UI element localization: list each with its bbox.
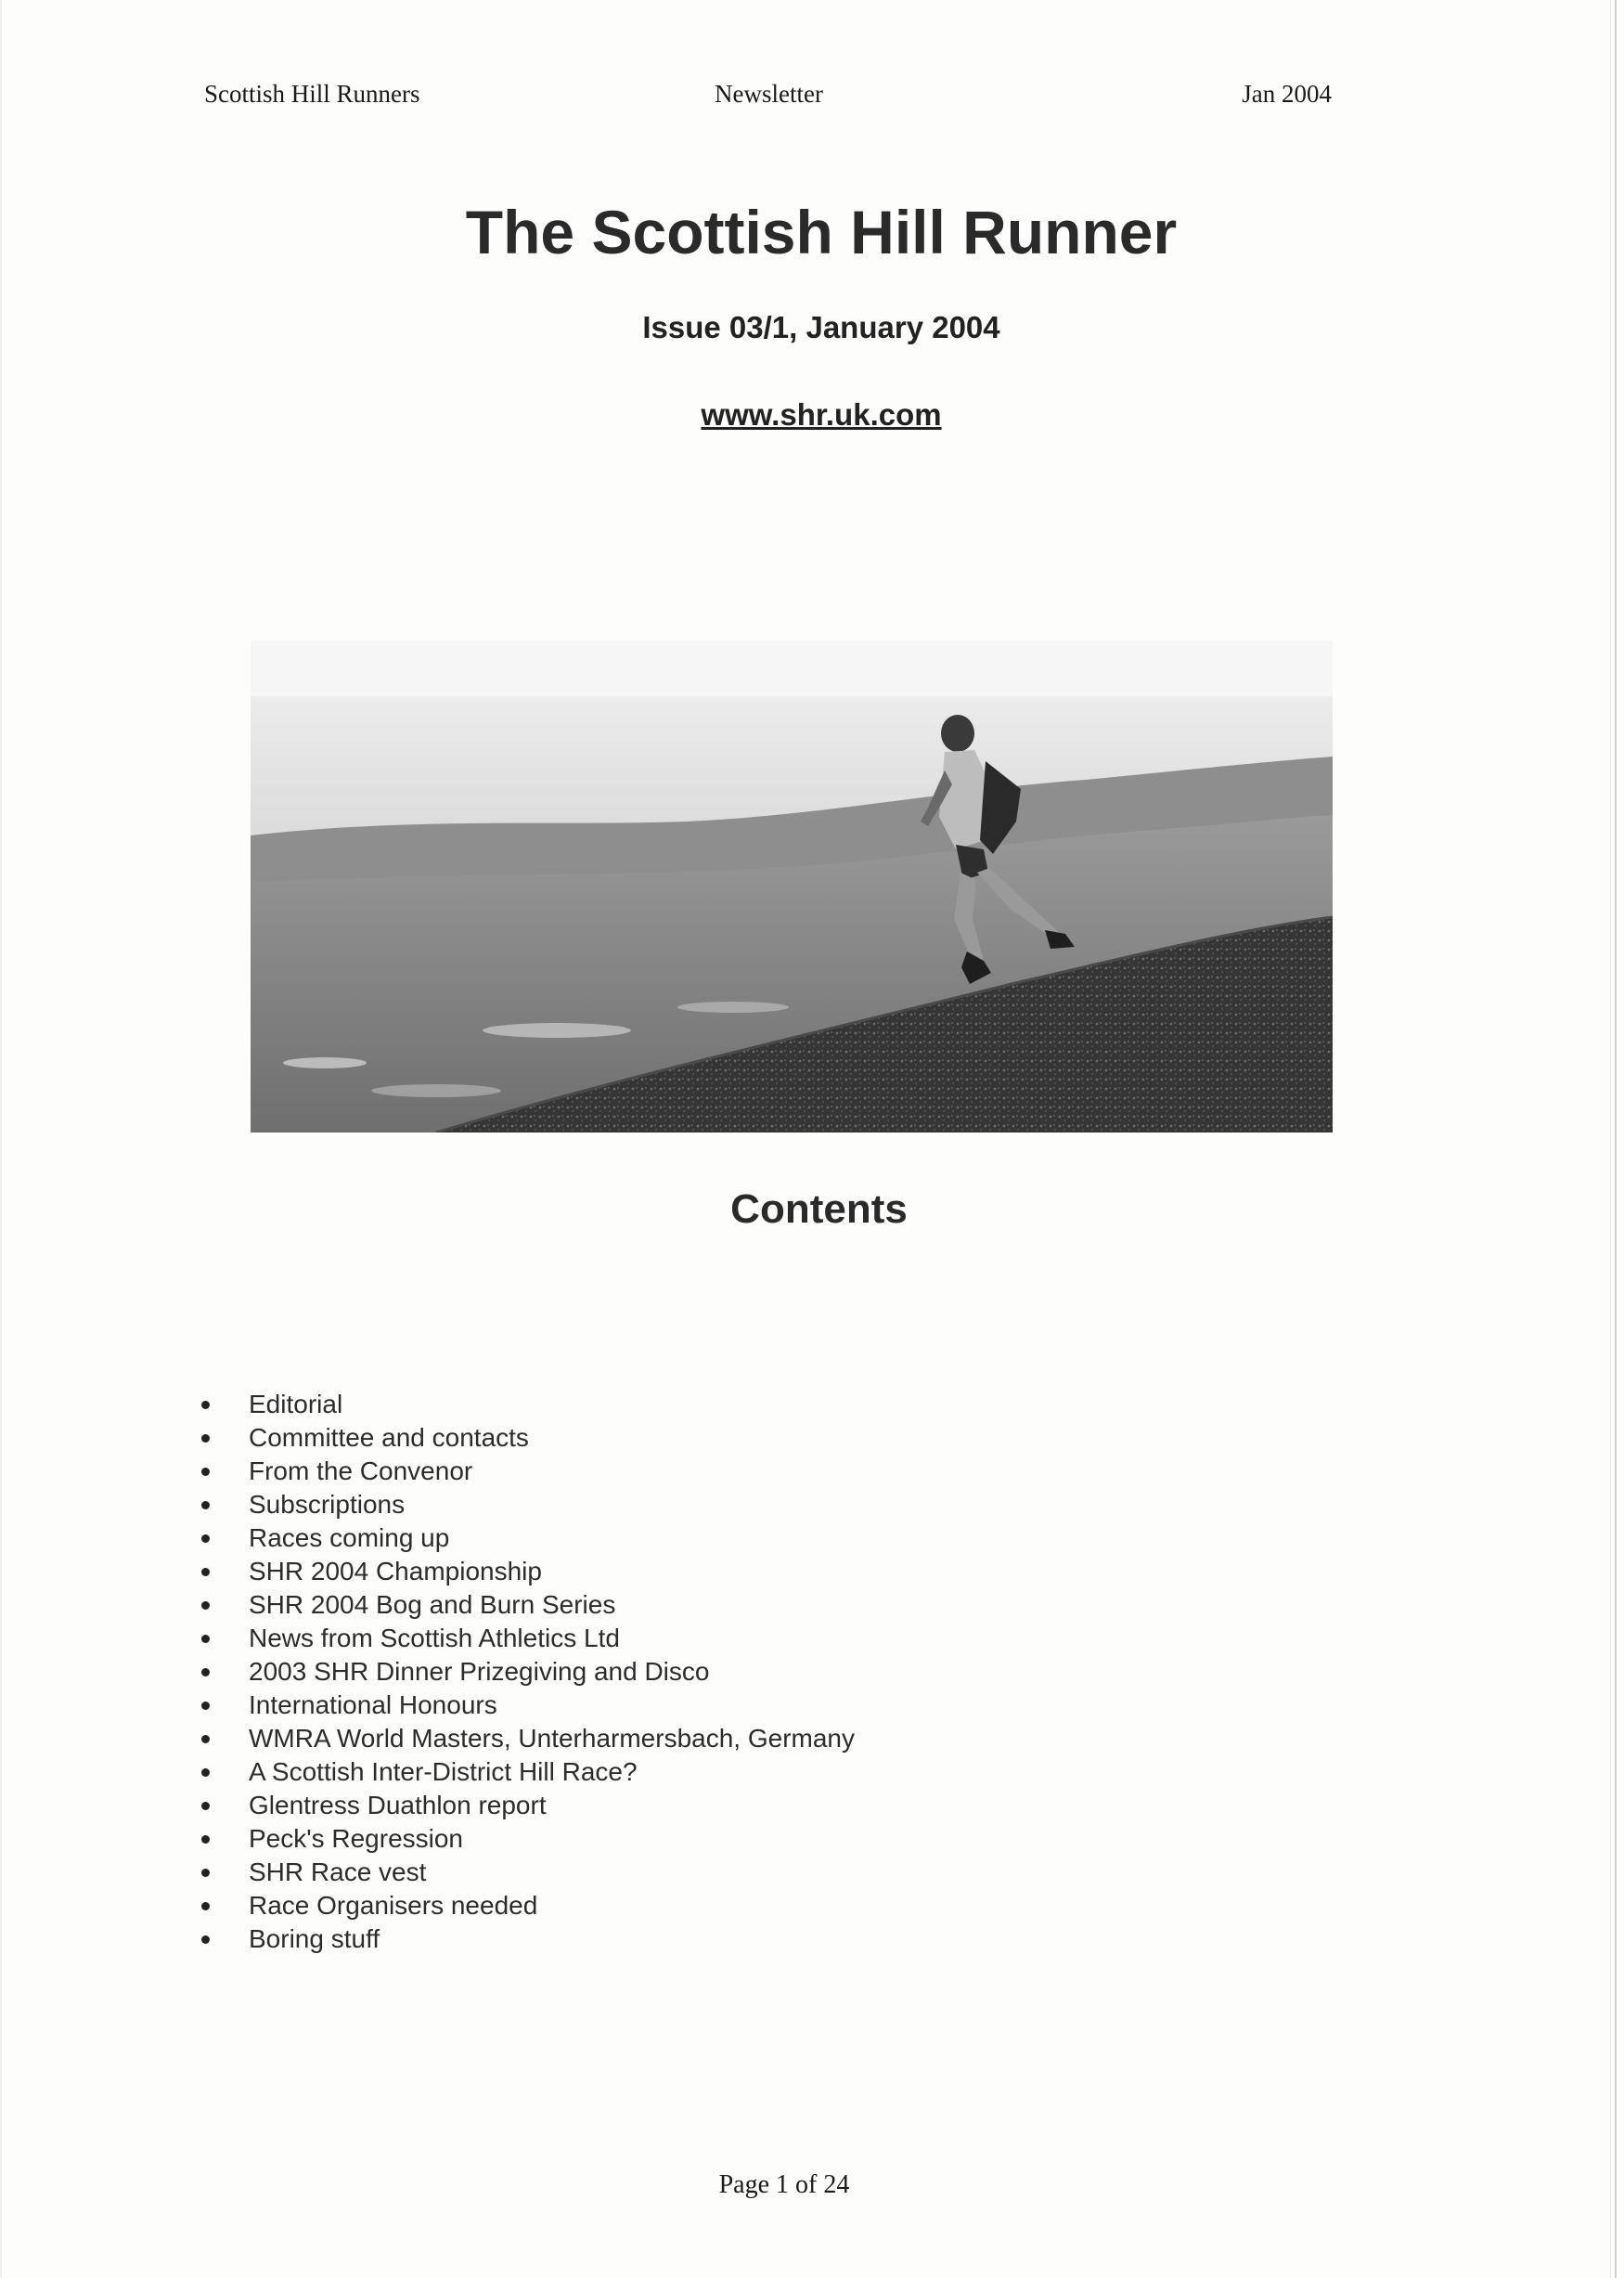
- header-type: Newsletter: [715, 80, 823, 108]
- contents-item-label: Glentress Duathlon report: [249, 1791, 547, 1819]
- contents-heading: Contents: [730, 1186, 908, 1232]
- contents-item-label: 2003 SHR Dinner Prizegiving and Disco: [249, 1657, 710, 1686]
- contents-item-label: SHR 2004 Bog and Burn Series: [249, 1590, 616, 1619]
- contents-item: [195, 1822, 855, 1856]
- newsletter-title: The Scottish Hill Runner: [465, 198, 1178, 266]
- bullet-icon: [201, 1534, 210, 1543]
- contents-item: [195, 1755, 855, 1789]
- header-org: Scottish Hill Runners: [204, 80, 420, 108]
- contents-item: [195, 1689, 855, 1722]
- contents-item: [195, 1455, 855, 1488]
- contents-item: [195, 1789, 855, 1822]
- contents-item-label: Race Organisers needed: [249, 1891, 538, 1920]
- contents-list: [195, 1388, 855, 1956]
- contents-item-label: SHR Race vest: [249, 1857, 427, 1886]
- contents-item: [195, 1922, 855, 1956]
- contents-item-label: Subscriptions: [249, 1490, 406, 1519]
- bullet-icon: [201, 1935, 210, 1944]
- bullet-icon: [201, 1702, 210, 1710]
- issue-line: Issue 03/1, January 2004: [642, 310, 1000, 344]
- contents-item-label: WMRA World Masters, Unterharmersbach, Germany: [249, 1724, 855, 1753]
- contents-item: [195, 1488, 855, 1521]
- contents-item-label: Boring stuff: [249, 1924, 380, 1953]
- contents-item: [195, 1521, 855, 1555]
- contents-item: [195, 1388, 855, 1421]
- contents-item-label: Editorial: [249, 1390, 343, 1418]
- bullet-icon: [201, 1768, 210, 1777]
- bullet-icon: [201, 1468, 210, 1476]
- bullet-icon: [201, 1601, 210, 1610]
- contents-item-label: Committee and contacts: [249, 1423, 529, 1452]
- contents-item: [195, 1655, 855, 1689]
- contents-item-label: International Honours: [249, 1690, 497, 1719]
- bullet-icon: [201, 1835, 210, 1844]
- bullet-icon: [201, 1401, 210, 1409]
- bullet-icon: [201, 1802, 210, 1810]
- website-link[interactable]: www.shr.uk.com: [701, 397, 942, 432]
- page-number: Page 1 of 24: [718, 2170, 850, 2199]
- contents-item: [195, 1889, 855, 1922]
- contents-item-label: SHR 2004 Championship: [249, 1557, 542, 1586]
- contents-item: [195, 1555, 855, 1588]
- contents-item: [195, 1856, 855, 1889]
- contents-item-label: Peck's Regression: [249, 1824, 463, 1853]
- hill-runner-photo: [251, 641, 1333, 1133]
- contents-item: [195, 1421, 855, 1455]
- bullet-icon: [201, 1501, 210, 1509]
- bullet-icon: [201, 1635, 210, 1643]
- header-date: Jan 2004: [1242, 80, 1332, 108]
- bullet-icon: [201, 1568, 210, 1576]
- contents-item-label: From the Convenor: [249, 1456, 473, 1485]
- bullet-icon: [201, 1434, 210, 1443]
- running-header: [204, 80, 1332, 117]
- bullet-icon: [201, 1735, 210, 1743]
- contents-item: [195, 1588, 855, 1622]
- contents-item: [195, 1622, 855, 1655]
- contents-item: [195, 1722, 855, 1755]
- contents-item-label: Races coming up: [249, 1523, 450, 1552]
- contents-item-label: A Scottish Inter-District Hill Race?: [249, 1757, 638, 1786]
- bullet-icon: [201, 1902, 210, 1910]
- contents-item-label: News from Scottish Athletics Ltd: [249, 1624, 620, 1652]
- bullet-icon: [201, 1668, 210, 1676]
- bullet-icon: [201, 1869, 210, 1877]
